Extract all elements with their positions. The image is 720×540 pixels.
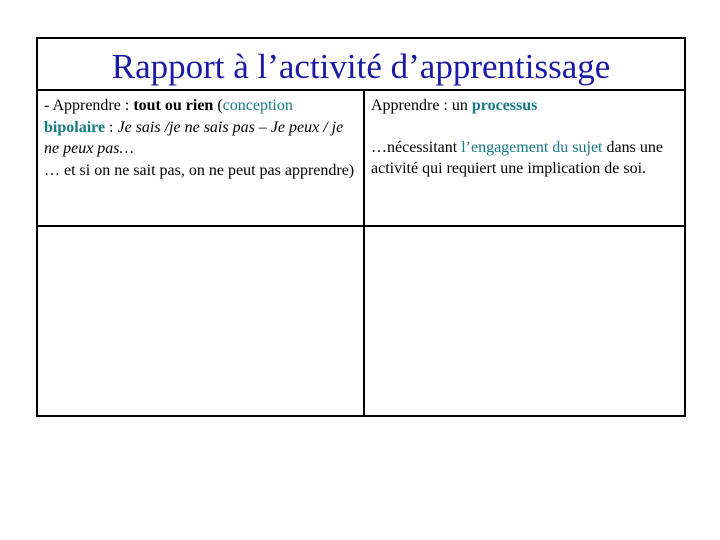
page-title: Rapport à l’activité d’apprentissage	[111, 46, 611, 86]
left-text-paren: (	[213, 97, 223, 114]
left-text-italic: Je sais /je ne sais pas – Je peux / je ne peux pas…	[44, 118, 344, 157]
left-text-bipolaire: bipolaire	[44, 118, 106, 136]
right-text-processus: processus	[471, 97, 538, 114]
cell-left-top	[44, 95, 356, 181]
title-row	[38, 39, 684, 91]
left-text-conception: conception	[222, 97, 293, 114]
left-text-conclusion: … et si on ne sait pas, on ne peut pas apprendre)	[44, 161, 355, 179]
right-text-rest: dans une activité qui requiert une implication de soi.	[371, 138, 663, 177]
left-text-bold: tout ou rien	[133, 97, 214, 114]
table-frame	[36, 37, 686, 417]
cell-right-bottom	[365, 227, 686, 417]
right-text-necessitant: …nécessitant	[371, 138, 462, 156]
cell-right-top	[371, 95, 683, 180]
left-text-intro: - Apprendre :	[44, 97, 134, 114]
left-text-colon: :	[105, 118, 118, 136]
right-text-intro: Apprendre : un	[371, 97, 472, 114]
paragraph-gap	[371, 117, 683, 137]
right-text-engagement: l’engagement du sujet	[461, 138, 603, 156]
cell-left-bottom	[38, 227, 363, 417]
